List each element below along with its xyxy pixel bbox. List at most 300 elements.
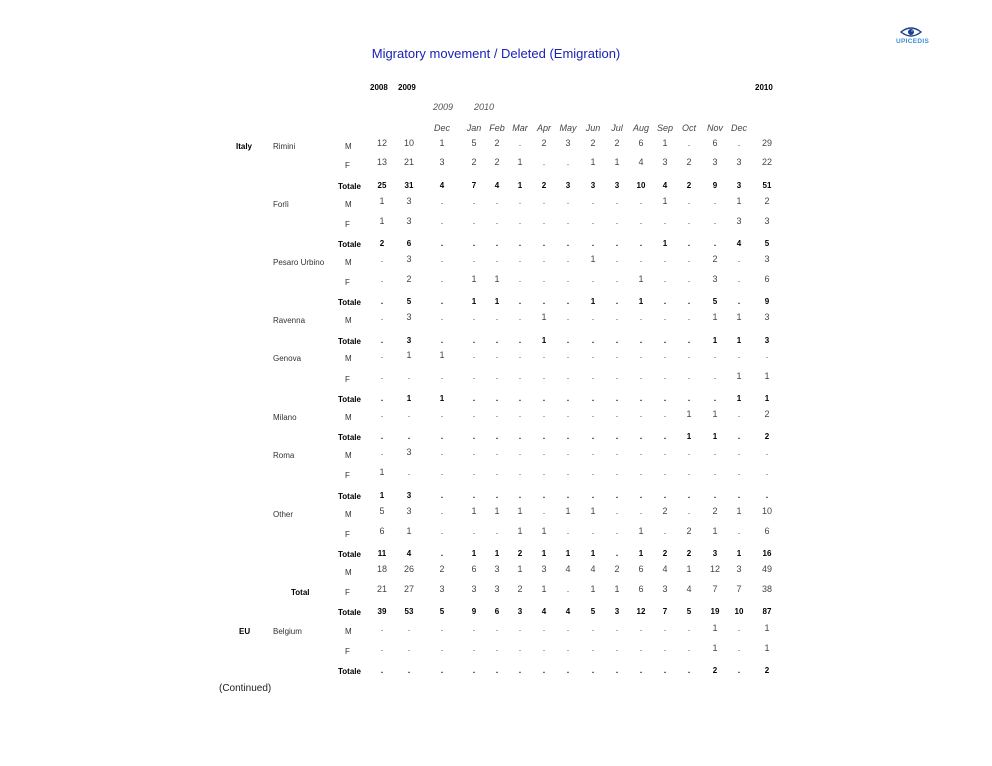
table-cell: . bbox=[713, 394, 717, 403]
table-cell: . bbox=[687, 254, 691, 264]
table-cell: 1 bbox=[541, 584, 547, 594]
table-cell: 2 bbox=[712, 506, 718, 516]
table-cell: 1 bbox=[439, 394, 445, 403]
row-sex-label: M bbox=[345, 627, 352, 636]
table-cell: . bbox=[440, 254, 444, 264]
row-sex-label: F bbox=[345, 588, 350, 597]
table-cell: . bbox=[615, 409, 619, 419]
table-cell: 3 bbox=[471, 584, 477, 594]
table-cell: . bbox=[440, 666, 444, 675]
table-cell: . bbox=[615, 312, 619, 322]
table-cell: . bbox=[472, 254, 476, 264]
table-cell: 3 bbox=[764, 254, 770, 264]
table-cell: 1 bbox=[541, 336, 547, 345]
table-cell: . bbox=[713, 216, 717, 226]
table-cell: 2 bbox=[517, 549, 523, 558]
table-cell: 2 bbox=[712, 254, 718, 264]
table-cell: . bbox=[495, 491, 499, 500]
row-sex-label: Totale bbox=[338, 433, 361, 442]
table-cell: 1 bbox=[517, 564, 523, 574]
table-cell: . bbox=[687, 350, 691, 360]
table-cell: 1 bbox=[379, 491, 385, 500]
table-cell: 3 bbox=[439, 157, 445, 167]
table-cell: . bbox=[380, 394, 384, 403]
table-cell: 2 bbox=[517, 584, 523, 594]
place-label: Roma bbox=[273, 451, 295, 460]
table-cell: 2 bbox=[406, 274, 412, 284]
table-cell: . bbox=[472, 239, 476, 248]
table-cell: . bbox=[663, 467, 667, 477]
table-cell: . bbox=[440, 623, 444, 633]
table-cell: . bbox=[380, 336, 384, 345]
table-cell: . bbox=[713, 196, 717, 206]
table-cell: 53 bbox=[404, 607, 414, 616]
table-cell: 1 bbox=[379, 467, 385, 477]
table-cell: . bbox=[765, 467, 769, 477]
table-cell: . bbox=[687, 274, 691, 284]
table-cell: . bbox=[615, 196, 619, 206]
row-sex-label: Totale bbox=[338, 550, 361, 559]
table-cell: 2 bbox=[764, 196, 770, 206]
table-cell: . bbox=[639, 216, 643, 226]
table-cell: 4 bbox=[439, 181, 445, 190]
place-label: Ravenna bbox=[273, 316, 306, 325]
table-cell: . bbox=[591, 196, 595, 206]
row-sex-label: F bbox=[345, 220, 350, 229]
table-cell: 9 bbox=[764, 297, 770, 306]
table-cell: 1 bbox=[764, 394, 770, 403]
table-cell: 13 bbox=[376, 157, 387, 167]
table-cell: 3 bbox=[494, 564, 500, 574]
table-cell: . bbox=[566, 643, 570, 653]
table-cell: 6 bbox=[638, 138, 644, 148]
table-cell: 1 bbox=[638, 526, 644, 536]
table-cell: . bbox=[472, 526, 476, 536]
table-cell: 3 bbox=[541, 564, 547, 574]
table-cell: . bbox=[591, 239, 595, 248]
table-cell: . bbox=[566, 623, 570, 633]
table-cell: 3 bbox=[406, 336, 412, 345]
table-cell: 1 bbox=[712, 409, 718, 419]
row-sex-label: F bbox=[345, 375, 350, 384]
table-cell: . bbox=[542, 467, 546, 477]
table-cell: . bbox=[407, 623, 411, 633]
table-cell: . bbox=[687, 336, 691, 345]
table-cell: 51 bbox=[762, 181, 772, 190]
table-cell: . bbox=[639, 447, 643, 457]
table-cell: . bbox=[542, 394, 546, 403]
month-header: Apr bbox=[536, 123, 551, 133]
continued-note: (Continued) bbox=[219, 683, 272, 694]
table-cell: . bbox=[380, 371, 384, 381]
table-cell: . bbox=[663, 432, 667, 441]
table-cell: . bbox=[542, 216, 546, 226]
table-cell: . bbox=[615, 371, 619, 381]
table-cell: . bbox=[440, 336, 444, 345]
country-label: EU bbox=[239, 627, 251, 636]
table-cell: 1 bbox=[379, 196, 385, 206]
table-cell: . bbox=[566, 584, 570, 594]
table-cell: . bbox=[380, 643, 384, 653]
table-cell: 39 bbox=[377, 607, 387, 616]
table-cell: 1 bbox=[712, 336, 718, 345]
table-cell: 1 bbox=[541, 312, 547, 322]
sub-year-2009: 2009 bbox=[433, 102, 454, 112]
table-cell: . bbox=[440, 549, 444, 558]
table-cell: 7 bbox=[736, 584, 742, 594]
table-cell: . bbox=[566, 371, 570, 381]
table-cell: 2 bbox=[614, 138, 620, 148]
table-cell: 3 bbox=[614, 181, 620, 190]
table-cell: . bbox=[687, 297, 691, 306]
row-sex-label: M bbox=[345, 510, 352, 519]
table-cell: . bbox=[663, 643, 667, 653]
table-cell: . bbox=[440, 312, 444, 322]
table-cell: . bbox=[472, 216, 476, 226]
table-cell: . bbox=[566, 394, 570, 403]
table-cell: . bbox=[472, 312, 476, 322]
table-cell: . bbox=[518, 196, 522, 206]
table-cell: . bbox=[380, 432, 384, 441]
table-cell: . bbox=[687, 138, 691, 148]
table-cell: . bbox=[663, 254, 667, 264]
eye-logo-icon bbox=[900, 25, 922, 39]
table-cell: 1 bbox=[439, 138, 445, 148]
table-cell: . bbox=[615, 491, 619, 500]
table-cell: 2 bbox=[686, 157, 692, 167]
row-sex-label: Totale bbox=[338, 395, 361, 404]
table-cell: 1 bbox=[590, 254, 596, 264]
table-cell: . bbox=[639, 506, 643, 516]
table-cell: 1 bbox=[494, 506, 500, 516]
table-cell: 5 bbox=[590, 607, 596, 616]
table-cell: . bbox=[591, 371, 595, 381]
table-cell: . bbox=[639, 336, 643, 345]
table-cell: . bbox=[518, 447, 522, 457]
table-cell: . bbox=[591, 467, 595, 477]
table-cell: . bbox=[518, 312, 522, 322]
table-cell: 6 bbox=[471, 564, 477, 574]
row-sex-label: Totale bbox=[338, 298, 361, 307]
table-cell: 4 bbox=[541, 607, 547, 616]
table-cell: 1 bbox=[406, 350, 412, 360]
table-cell: 1 bbox=[471, 274, 477, 284]
table-cell: . bbox=[639, 623, 643, 633]
table-cell: . bbox=[407, 643, 411, 653]
table-cell: . bbox=[440, 526, 444, 536]
table-cell: 3 bbox=[764, 336, 770, 345]
table-cell: 3 bbox=[736, 157, 742, 167]
table-cell: . bbox=[615, 549, 619, 558]
table-cell: 1 bbox=[494, 549, 500, 558]
table-cell: . bbox=[639, 394, 643, 403]
table-cell: . bbox=[663, 666, 667, 675]
table-cell: . bbox=[472, 666, 476, 675]
table-cell: 3 bbox=[517, 607, 523, 616]
table-cell: 87 bbox=[762, 607, 772, 616]
table-cell: 3 bbox=[712, 157, 718, 167]
table-cell: 26 bbox=[403, 564, 414, 574]
table-cell: . bbox=[566, 467, 570, 477]
table-cell: . bbox=[639, 371, 643, 381]
table-cell: . bbox=[687, 371, 691, 381]
table-cell: 3 bbox=[736, 216, 742, 226]
table-cell: 12 bbox=[636, 607, 646, 616]
table-cell: . bbox=[566, 336, 570, 345]
month-header: Nov bbox=[706, 123, 723, 133]
table-cell: . bbox=[687, 447, 691, 457]
table-cell: 6 bbox=[638, 584, 644, 594]
table-cell: . bbox=[687, 467, 691, 477]
table-cell: . bbox=[566, 447, 570, 457]
table-cell: 1 bbox=[638, 274, 644, 284]
table-cell: 2 bbox=[764, 666, 770, 675]
table-cell: 1 bbox=[517, 181, 523, 190]
place-label: Pesaro Urbino bbox=[273, 258, 325, 267]
table-cell: . bbox=[639, 467, 643, 477]
table-cell: 6 bbox=[764, 274, 770, 284]
table-cell: 4 bbox=[590, 564, 596, 574]
table-cell: . bbox=[566, 196, 570, 206]
table-cell: . bbox=[472, 196, 476, 206]
table-cell: . bbox=[737, 491, 741, 500]
table-cell: . bbox=[380, 447, 384, 457]
table-cell: . bbox=[591, 394, 595, 403]
row-sex-label: M bbox=[345, 354, 352, 363]
table-cell: . bbox=[518, 643, 522, 653]
sub-year-2010: 2010 bbox=[474, 102, 495, 112]
table-cell: 2 bbox=[471, 157, 477, 167]
table-cell: 3 bbox=[590, 181, 596, 190]
table-cell: 12 bbox=[709, 564, 720, 574]
row-sex-label: F bbox=[345, 471, 350, 480]
table-cell: 1 bbox=[406, 394, 412, 403]
table-cell: . bbox=[472, 432, 476, 441]
table-cell: 25 bbox=[377, 181, 387, 190]
table-cell: 1 bbox=[686, 564, 692, 574]
table-cell: . bbox=[407, 409, 411, 419]
table-cell: 1 bbox=[736, 549, 742, 558]
table-cell: 6 bbox=[764, 526, 770, 536]
table-cell: . bbox=[591, 312, 595, 322]
table-cell: . bbox=[472, 643, 476, 653]
table-cell: . bbox=[687, 643, 691, 653]
table-cell: . bbox=[542, 350, 546, 360]
table-cell: 2 bbox=[662, 506, 668, 516]
table-cell: 1 bbox=[541, 549, 547, 558]
table-cell: 1 bbox=[517, 526, 523, 536]
table-cell: . bbox=[495, 643, 499, 653]
table-cell: . bbox=[566, 666, 570, 675]
table-cell: . bbox=[518, 394, 522, 403]
table-cell: . bbox=[472, 467, 476, 477]
table-cell: . bbox=[765, 491, 769, 500]
table-cell: 3 bbox=[712, 274, 718, 284]
table-cell: 11 bbox=[377, 549, 387, 558]
month-header: Dec bbox=[433, 123, 450, 133]
table-cell: . bbox=[495, 409, 499, 419]
table-cell: 6 bbox=[638, 564, 644, 574]
table-cell: 4 bbox=[494, 181, 500, 190]
table-cell: . bbox=[380, 274, 384, 284]
table-cell: 5 bbox=[712, 297, 718, 306]
table-cell: . bbox=[639, 254, 643, 264]
table-cell: . bbox=[440, 491, 444, 500]
table-cell: 1 bbox=[662, 196, 668, 206]
table-cell: . bbox=[713, 350, 717, 360]
row-sex-label: Totale bbox=[338, 240, 361, 249]
table-cell: 1 bbox=[541, 526, 547, 536]
table-cell: 1 bbox=[590, 506, 596, 516]
table-cell: 2 bbox=[686, 526, 692, 536]
table-cell: 21 bbox=[403, 157, 414, 167]
row-sex-label: M bbox=[345, 142, 352, 151]
table-cell: . bbox=[737, 432, 741, 441]
table-cell: . bbox=[737, 526, 741, 536]
table-cell: . bbox=[615, 297, 619, 306]
table-cell: 3 bbox=[439, 584, 445, 594]
table-cell: 10 bbox=[403, 138, 414, 148]
table-cell: 1 bbox=[764, 623, 770, 633]
table-cell: 1 bbox=[736, 371, 742, 381]
table-cell: . bbox=[591, 336, 595, 345]
table-cell: 3 bbox=[406, 491, 412, 500]
table-cell: . bbox=[639, 643, 643, 653]
table-cell: 3 bbox=[406, 447, 412, 457]
table-cell: . bbox=[615, 336, 619, 345]
table-cell: 2 bbox=[494, 138, 500, 148]
table-cell: . bbox=[615, 643, 619, 653]
table-cell: 21 bbox=[376, 584, 387, 594]
logo bbox=[896, 25, 944, 47]
row-sex-label: M bbox=[345, 316, 352, 325]
table-cell: . bbox=[542, 239, 546, 248]
table-cell: . bbox=[495, 447, 499, 457]
month-header: Aug bbox=[632, 123, 649, 133]
table-cell: . bbox=[472, 371, 476, 381]
month-header: Feb bbox=[489, 123, 505, 133]
place-label: Total bbox=[291, 588, 310, 597]
table-cell: 1 bbox=[494, 297, 500, 306]
row-sex-label: Totale bbox=[338, 182, 361, 191]
table-cell: . bbox=[380, 254, 384, 264]
table-cell: . bbox=[663, 312, 667, 322]
table-cell: . bbox=[566, 312, 570, 322]
table-cell: 4 bbox=[565, 564, 571, 574]
table-cell: . bbox=[518, 371, 522, 381]
table-cell: . bbox=[687, 491, 691, 500]
table-cell: . bbox=[440, 274, 444, 284]
table-cell: . bbox=[737, 350, 741, 360]
table-cell: . bbox=[639, 491, 643, 500]
table-cell: . bbox=[472, 336, 476, 345]
table-cell: 1 bbox=[736, 196, 742, 206]
month-header: Mar bbox=[512, 123, 528, 133]
table-cell: . bbox=[737, 623, 741, 633]
table-cell: . bbox=[440, 643, 444, 653]
table-cell: 4 bbox=[662, 564, 668, 574]
table-cell: . bbox=[615, 254, 619, 264]
table-cell: 1 bbox=[736, 336, 742, 345]
table-cell: 1 bbox=[662, 138, 668, 148]
table-cell: . bbox=[518, 409, 522, 419]
table-cell: . bbox=[663, 350, 667, 360]
table-cell: 49 bbox=[761, 564, 772, 574]
table-cell: . bbox=[591, 216, 595, 226]
table-cell: . bbox=[663, 336, 667, 345]
table-cell: . bbox=[663, 394, 667, 403]
table-cell: . bbox=[591, 447, 595, 457]
table-cell: 3 bbox=[494, 584, 500, 594]
table-cell: . bbox=[542, 254, 546, 264]
row-sex-label: M bbox=[345, 413, 352, 422]
table-cell: . bbox=[737, 643, 741, 653]
table-cell: 6 bbox=[379, 526, 385, 536]
table-cell: 2 bbox=[712, 666, 718, 675]
table-cell: 1 bbox=[517, 157, 523, 167]
table-cell: 31 bbox=[404, 181, 414, 190]
table-cell: 2 bbox=[686, 549, 692, 558]
table-cell: 1 bbox=[565, 506, 571, 516]
table-cell: . bbox=[495, 371, 499, 381]
place-label: Genova bbox=[273, 354, 302, 363]
table-cell: . bbox=[591, 643, 595, 653]
month-header: Jan bbox=[466, 123, 482, 133]
table-cell: . bbox=[713, 467, 717, 477]
table-cell: 3 bbox=[662, 584, 668, 594]
table-cell: . bbox=[542, 196, 546, 206]
table-cell: 6 bbox=[494, 607, 500, 616]
table-cell: . bbox=[440, 409, 444, 419]
table-cell: . bbox=[737, 138, 741, 148]
table-cell: . bbox=[495, 239, 499, 248]
table-cell: . bbox=[615, 239, 619, 248]
table-cell: . bbox=[440, 216, 444, 226]
table-cell: . bbox=[663, 371, 667, 381]
table-cell: . bbox=[687, 239, 691, 248]
table-cell: 7 bbox=[662, 607, 668, 616]
table-cell: . bbox=[591, 350, 595, 360]
table-cell: 4 bbox=[638, 157, 644, 167]
place-label: Forlì bbox=[273, 200, 289, 209]
table-cell: 1 bbox=[712, 312, 718, 322]
table-cell: . bbox=[615, 447, 619, 457]
place-label: Rimini bbox=[273, 142, 296, 151]
table-cell: 1 bbox=[662, 239, 668, 248]
table-cell: . bbox=[687, 216, 691, 226]
table-cell: . bbox=[639, 666, 643, 675]
country-label: Italy bbox=[236, 142, 253, 151]
table-cell: . bbox=[542, 643, 546, 653]
table-cell: . bbox=[380, 312, 384, 322]
table-cell: . bbox=[663, 216, 667, 226]
table-cell: 1 bbox=[712, 526, 718, 536]
table-cell: . bbox=[542, 274, 546, 284]
table-cell: . bbox=[542, 506, 546, 516]
table-cell: . bbox=[495, 666, 499, 675]
table-cell: 2 bbox=[379, 239, 385, 248]
table-cell: . bbox=[615, 432, 619, 441]
table-cell: 3 bbox=[406, 216, 412, 226]
table-cell: . bbox=[518, 239, 522, 248]
table-cell: 3 bbox=[662, 157, 668, 167]
table-cell: 5 bbox=[379, 506, 385, 516]
table-cell: 2 bbox=[662, 549, 668, 558]
table-cell: 1 bbox=[712, 643, 718, 653]
month-header: Dec bbox=[730, 123, 747, 133]
table-cell: . bbox=[472, 447, 476, 457]
table-cell: . bbox=[663, 526, 667, 536]
